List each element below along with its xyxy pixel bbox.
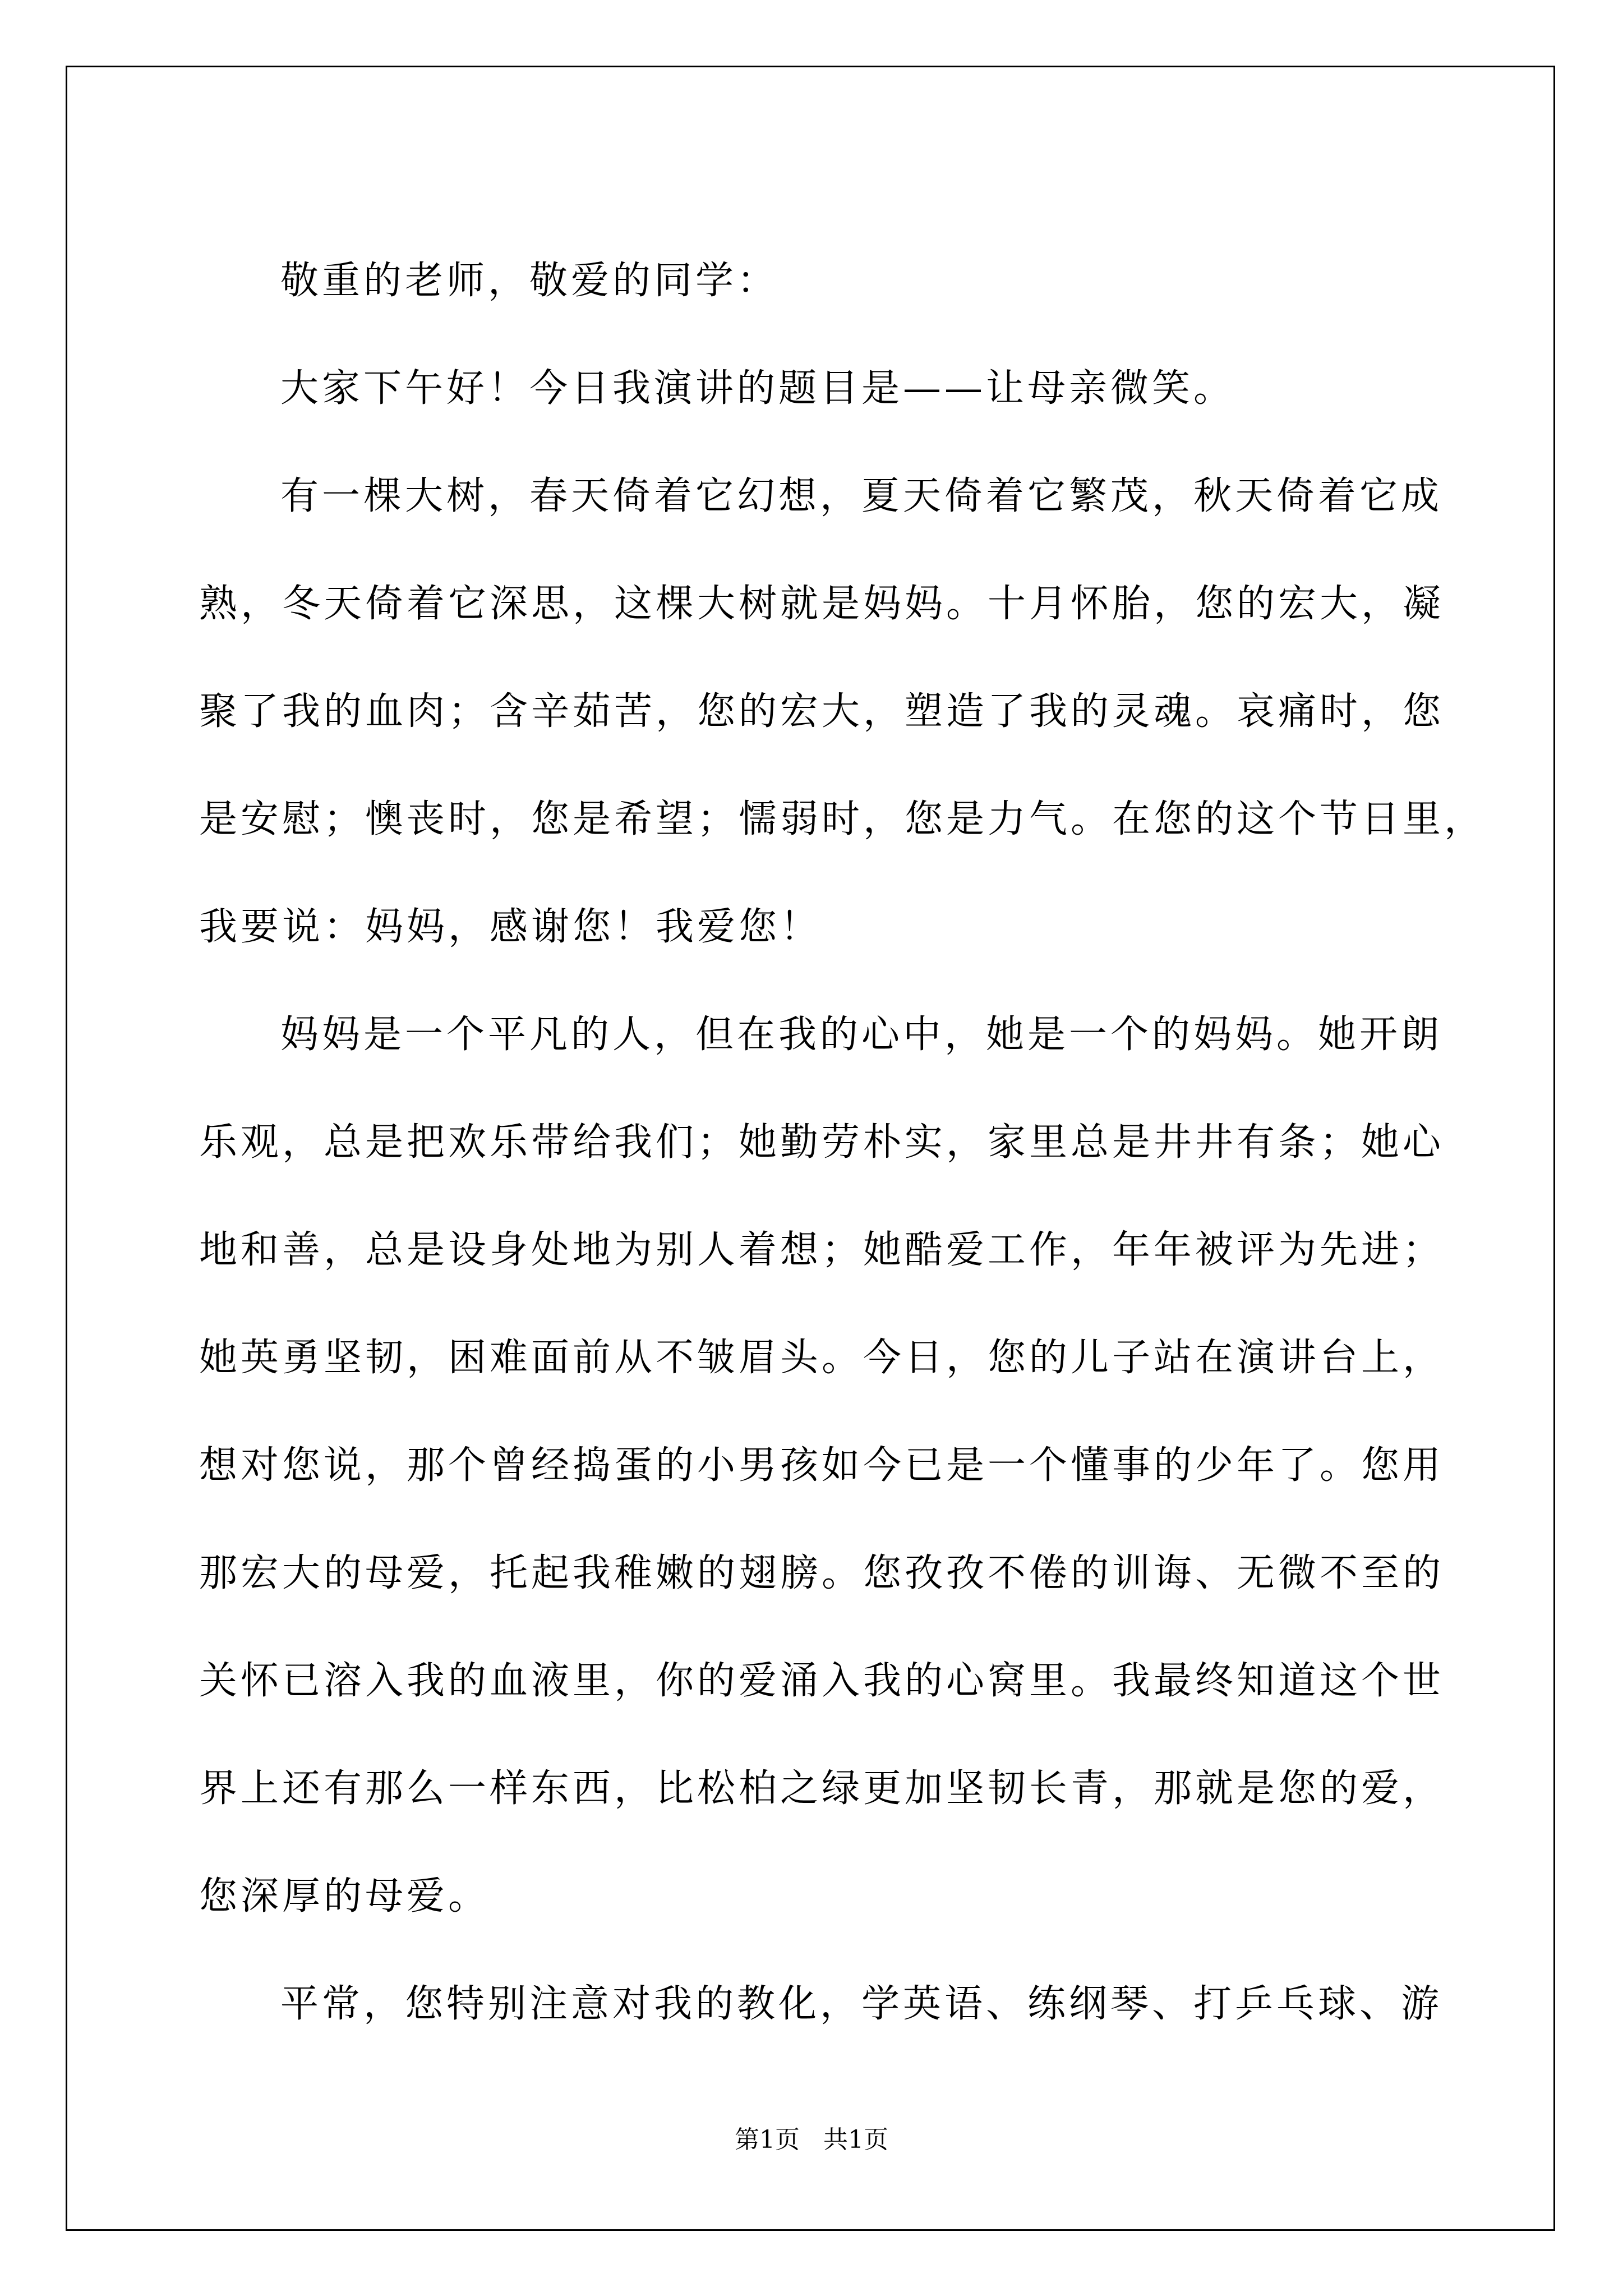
page-total: 共1页 — [823, 2125, 888, 2154]
text-line: 是安慰；懊丧时，您是希望；懦弱时，您是力气。在您的这个节日里， — [199, 797, 1486, 841]
text-line: 我要说：妈妈，感谢您！我爱您！ — [199, 905, 822, 949]
text-line: 界上还有那么一样东西，比松柏之绿更加坚韧长青，那就是您的爱， — [199, 1766, 1445, 1811]
text-line: 大家下午好！今日我演讲的题目是——让母亲微笑。 — [280, 366, 1235, 411]
text-line: 您深厚的母爱。 — [199, 1874, 490, 1918]
text-line: 敬重的老师，敬爱的同学： — [280, 259, 779, 303]
text-line: 聚了我的血肉；含辛茹苦，您的宏大，塑造了我的灵魂。哀痛时，您 — [199, 689, 1445, 734]
text-line: 乐观，总是把欢乐带给我们；她勤劳朴实，家里总是井井有条；她心 — [199, 1120, 1445, 1165]
text-line: 平常，您特别注意对我的教化，学英语、练纲琴、打乒乓球、游 — [280, 1982, 1443, 2026]
text-line: 她英勇坚韧，困难面前从不皱眉头。今日，您的儿子站在演讲台上， — [199, 1336, 1445, 1380]
text-line: 有一棵大树，春天倚着它幻想，夏天倚着它繁茂，秋天倚着它成 — [280, 474, 1443, 518]
text-line: 地和善，总是设身处地为别人着想；她酷爱工作，年年被评为先进； — [199, 1228, 1445, 1272]
document-body — [199, 227, 1486, 2058]
text-line: 熟，冬天倚着它深思，这棵大树就是妈妈。十月怀胎，您的宏大，凝 — [199, 582, 1445, 626]
text-line: 关怀已溶入我的血液里，你的爱涌入我的心窝里。我最终知道这个世 — [199, 1659, 1445, 1703]
text-line: 那宏大的母爱，托起我稚嫩的翅膀。您孜孜不倦的训诲、无微不至的 — [199, 1551, 1445, 1595]
page-number: 第1页 — [735, 2125, 800, 2154]
text-line: 想对您说，那个曾经捣蛋的小男孩如今已是一个懂事的少年了。您用 — [199, 1443, 1445, 1488]
text-line: 妈妈是一个平凡的人，但在我的心中，她是一个的妈妈。她开朗 — [280, 1013, 1443, 1057]
page-footer — [0, 2123, 1623, 2157]
